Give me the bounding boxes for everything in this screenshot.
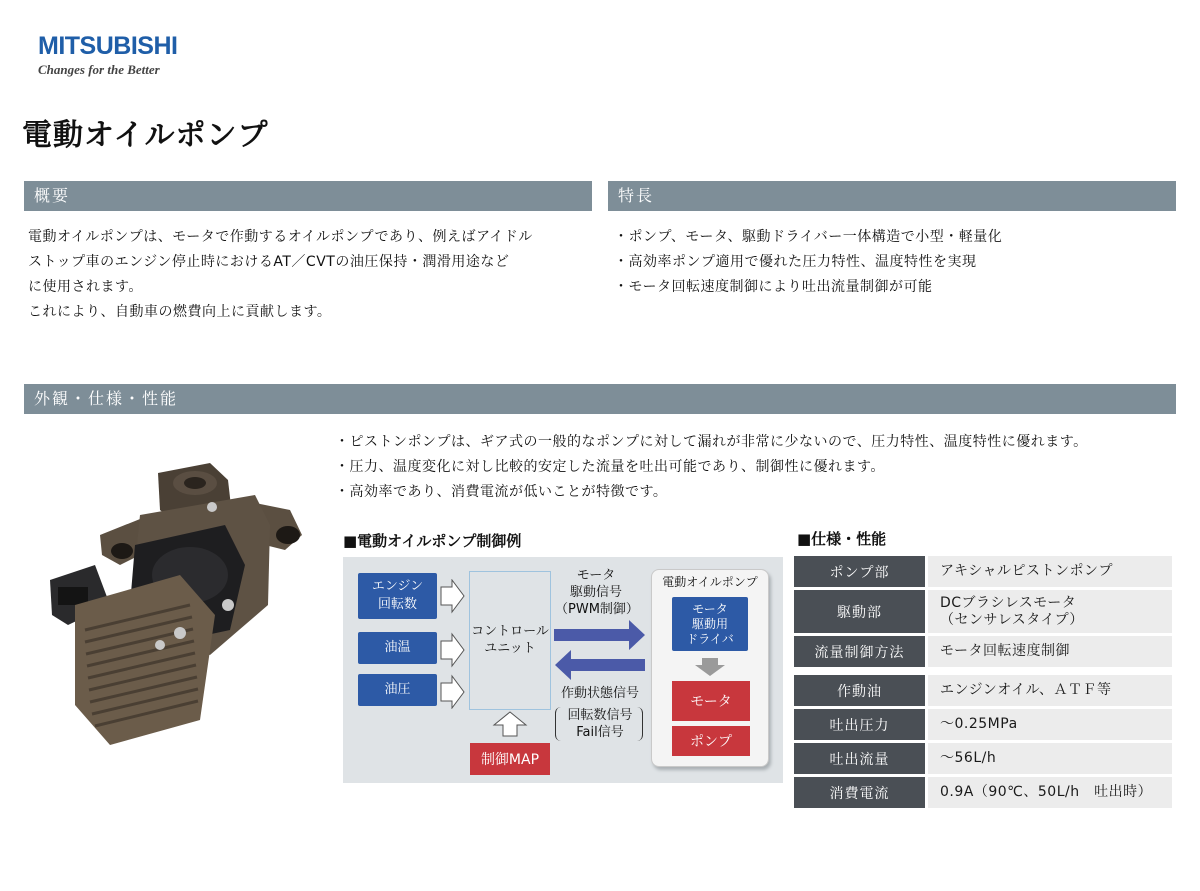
arrow-right-icon bbox=[441, 634, 464, 666]
appearance-bullet: ・高効率であり、消費電流が低いことが特徴です。 bbox=[335, 484, 668, 500]
spec-value: 0.9A（90℃、50L/h 吐出時） bbox=[928, 777, 1172, 808]
control-example-title: ■電動オイルポンプ制御例 bbox=[343, 532, 522, 550]
spec-row bbox=[794, 709, 1172, 740]
feature-item: ・ポンプ、モータ、駆動ドライバー一体構造で小型・軽量化 bbox=[614, 229, 1003, 245]
spec-value: ～56L/h bbox=[928, 743, 1172, 774]
features-heading: 特長 bbox=[608, 181, 1176, 211]
mitsubishi-logo: MITSUBISHI bbox=[38, 32, 178, 60]
input-engine-speed: エンジン 回転数 bbox=[358, 573, 437, 619]
oil-pump-title: 電動オイルポンプ bbox=[662, 575, 758, 589]
spec-key: ポンプ部 bbox=[794, 556, 925, 587]
appearance-heading: 外観・仕様・性能 bbox=[24, 384, 1176, 414]
input-arrows bbox=[440, 579, 466, 709]
spec-value: DCブラシレスモータ （センサレスタイプ） bbox=[928, 590, 1172, 633]
spec-key: 消費電流 bbox=[794, 777, 925, 808]
page-title: 電動オイルポンプ bbox=[22, 118, 269, 153]
input-oil-pressure: 油圧 bbox=[358, 674, 437, 706]
spec-row bbox=[794, 675, 1172, 706]
arrow-down-icon bbox=[695, 658, 725, 676]
logo-tagline: Changes for the Better bbox=[38, 62, 160, 77]
arrow-right-icon bbox=[441, 676, 464, 708]
input-oil-temp: 油温 bbox=[358, 632, 437, 664]
spec-key: 吐出圧力 bbox=[794, 709, 925, 740]
spec-row bbox=[794, 636, 1172, 667]
overview-line: に使用されます。 bbox=[28, 279, 143, 295]
spec-value: ～0.25MPa bbox=[928, 709, 1172, 740]
control-diagram bbox=[343, 557, 783, 783]
motor-driver-box: モータ 駆動用 ドライバ bbox=[672, 597, 748, 651]
spec-table bbox=[794, 556, 1172, 811]
arrow-right-icon bbox=[554, 620, 645, 650]
overview-line: ストップ車のエンジン停止時におけるAT／CVTの油圧保持・潤滑用途など bbox=[28, 254, 510, 270]
spec-value: アキシャルピストンポンプ bbox=[928, 556, 1172, 587]
spec-key: 駆動部 bbox=[794, 590, 925, 633]
overview-heading: 概要 bbox=[24, 181, 592, 211]
overview-line: 電動オイルポンプは、モータで作動するオイルポンプであり、例えばアイドル bbox=[28, 229, 533, 245]
product-photo bbox=[40, 455, 330, 755]
spec-row bbox=[794, 777, 1172, 808]
arrow-right-icon bbox=[441, 580, 464, 612]
control-unit-label: コントロール ユニット bbox=[471, 624, 549, 656]
down-arrow bbox=[694, 657, 726, 677]
motor-box: モータ bbox=[672, 681, 750, 721]
spec-row bbox=[794, 590, 1172, 633]
pump-box: ポンプ bbox=[672, 726, 750, 756]
spec-value: エンジンオイル、ＡＴＦ等 bbox=[928, 675, 1172, 706]
spec-title: ■仕様・性能 bbox=[797, 530, 887, 548]
overview-line: これにより、自動車の燃費向上に貢献します。 bbox=[28, 304, 332, 320]
control-map-box: 制御MAP bbox=[470, 743, 550, 775]
status-signal-label: 作動状態信号 bbox=[560, 686, 639, 701]
overview-text bbox=[28, 225, 533, 325]
spec-row bbox=[794, 743, 1172, 774]
status-bracket bbox=[555, 707, 643, 741]
features-list bbox=[614, 225, 1002, 300]
arrow-left-icon bbox=[555, 650, 645, 680]
appearance-bullets bbox=[335, 430, 1088, 505]
signal-arrows bbox=[553, 619, 647, 681]
oil-pump-illustration bbox=[40, 455, 330, 755]
spec-key: 流量制御方法 bbox=[794, 636, 925, 667]
status-detail-label: 回転数信号 Fail信号 bbox=[567, 708, 633, 740]
appearance-bullet: ・圧力、温度変化に対し比較的安定した流量を吐出可能であり、制御性に優れます。 bbox=[335, 459, 885, 475]
spec-key: 作動油 bbox=[794, 675, 925, 706]
spec-key: 吐出流量 bbox=[794, 743, 925, 774]
arrow-up-icon bbox=[494, 712, 526, 736]
drive-signal-label: モータ 駆動信号 （PWM制御） bbox=[555, 568, 639, 617]
map-arrow bbox=[492, 711, 528, 737]
feature-item: ・高効率ポンプ適用で優れた圧力特性、温度特性を実現 bbox=[614, 254, 977, 270]
feature-item: ・モータ回転速度制御により吐出流量制御が可能 bbox=[614, 279, 933, 295]
appearance-bullet: ・ピストンポンプは、ギア式の一般的なポンプに対して漏れが非常に少ないので、圧力特性、温度特性に優れます。 bbox=[335, 434, 1088, 450]
spec-value: モータ回転速度制御 bbox=[928, 636, 1172, 667]
spec-row bbox=[794, 556, 1172, 587]
